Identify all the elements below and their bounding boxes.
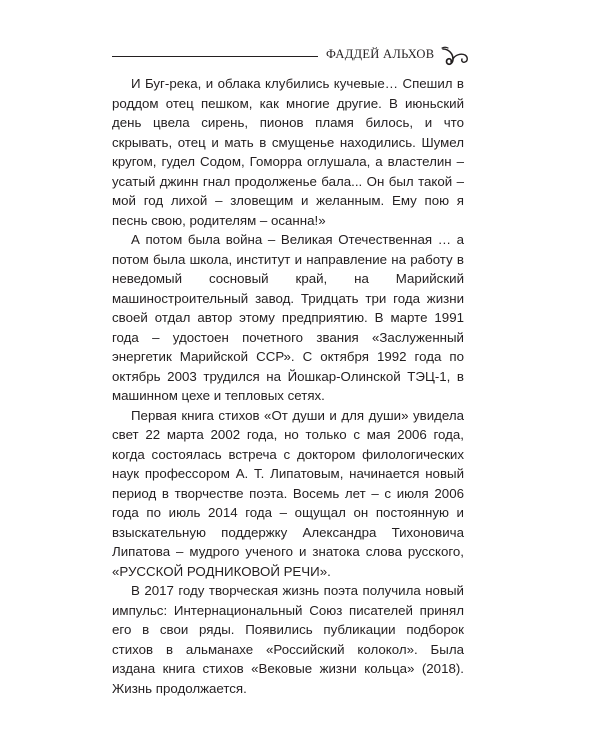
scroll-flourish-icon (441, 46, 471, 68)
paragraph: А потом была война – Великая Отечественная … а потом была школа, институт и направление на работу в неведомый сосновый край, на Марийский машиностроительный завод. Тридцать три года жизни своей отдал автор этому предприятию. В марте 1991 года – удостоен почетного звания «Заслуженный энергетик Марийской ССР». С октября 1992 года по октябрь 2003 трудился на Йошкар-Олинской ТЭЦ-1, в машинном цехе и тепловых сетях. (112, 232, 464, 403)
header-rule (112, 56, 318, 57)
paragraph: И Буг-река, и облака клубились кучевые… Спешил в роддом отец пешком, как многие другие. В июньский день цвела сирень, пионов пламя билось, и что скрывать, отец и мать в смущенье находились. Шумел кругом, гудел Содом, Гоморра оглушала, а властелин – усатый джинн гнал продолженье бала... Он был такой – мой год лихой – зловещим и желанным. Ему пою я песнь свою, родителям – осанна!» (112, 76, 464, 228)
paragraph: Первая книга стихов «От души и для души» увидела свет 22 марта 2002 года, но только с мая 2006 года, когда состоялась встреча с доктором филологических наук профессором А. Т. Липатовым, начинается новый период в творчестве поэта. Восемь лет – с июля 2006 года по июль 2014 года – ощущал он постоянную и взыскательную поддержку Александра Тихоновича Липатова – мудрого ученого и знатока слова русского, «РУССКОЙ РОДНИКОВОЙ РЕЧИ». (112, 407, 464, 579)
body-text (112, 74, 464, 698)
paragraph: В 2017 году творческая жизнь поэта получила новый импульс: Интернациональный Союз писателей принял его в свои ряды. Появились публикации подборок стихов в альманахе «Российский колокол». Была издана книга стихов «Вековые жизни кольца» (2018). Жизнь продолжается. (112, 583, 464, 696)
header-author-name: ФАДДЕЙ АЛЬХОВ (326, 47, 435, 61)
running-header (112, 40, 462, 70)
